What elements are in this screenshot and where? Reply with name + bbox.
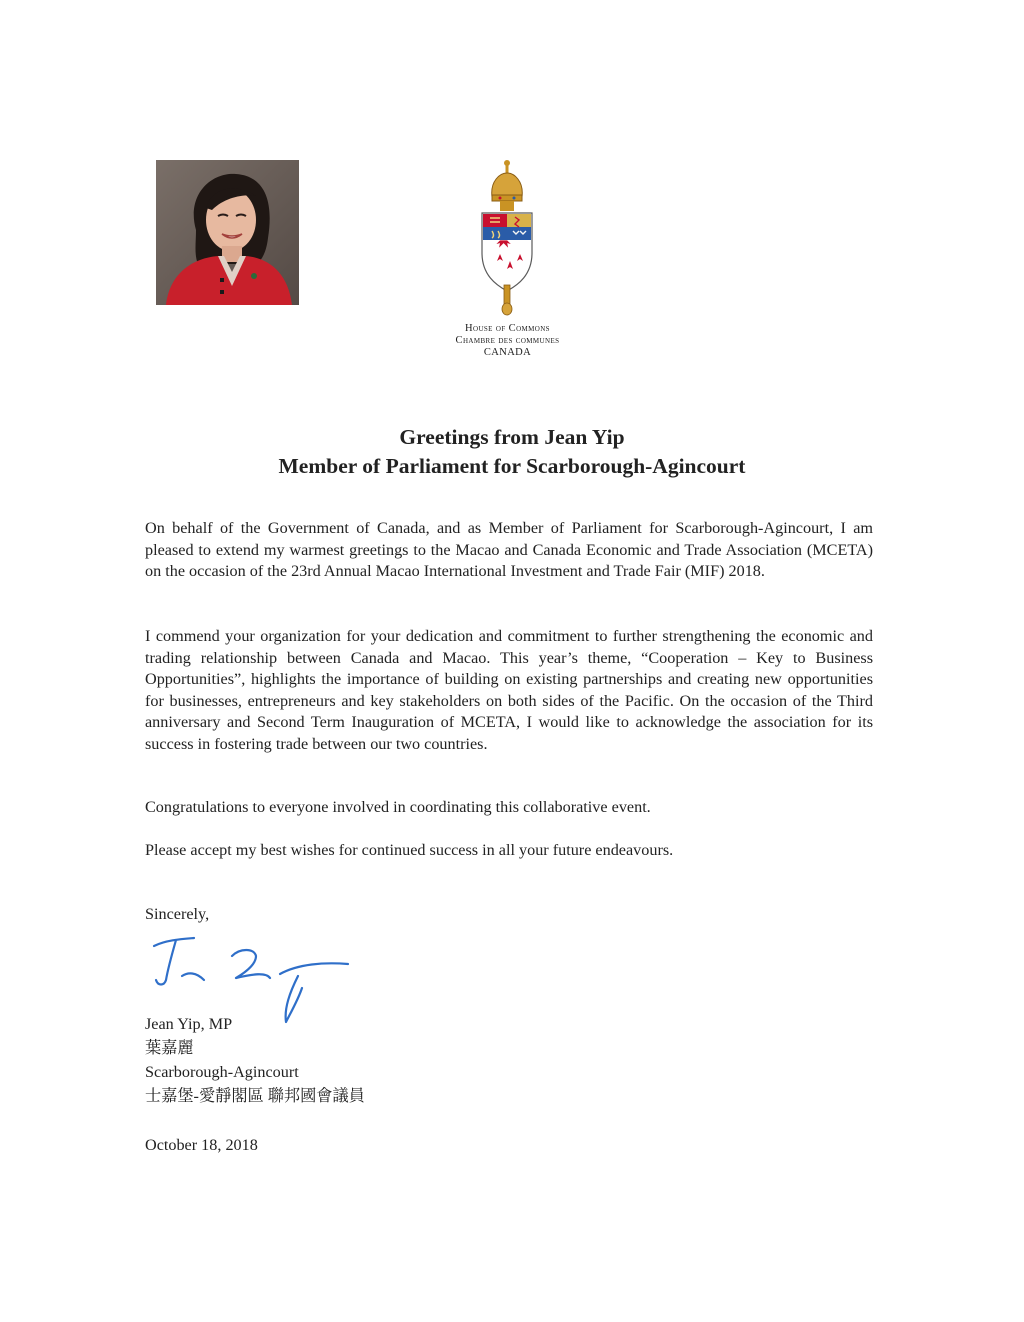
letter-date: October 18, 2018 (145, 1136, 258, 1154)
title-line-2: Member of Parliament for Scarborough-Agincourt (278, 454, 746, 478)
body-paragraph-2: I commend your organization for your dedication and commitment to further strengthening the economic and trading relationship between Canada and Macao. This year’s theme, “Cooperation – Key to Business Opportunities”, highlights the importance of building on existing partnerships and creating new opportunities for businesses, entrepreneurs and key stakeholders on both sides of the Pacific. On the occasion of the Third anniversary and Second Term Inauguration of MCETA, I would like to acknowledge the association for its success in fostering trade between our two countries. (145, 627, 873, 753)
body-paragraph-1: On behalf of the Government of Canada, and as Member of Parliament for Scarborough-Agincourt, I am pleased to extend my warmest greetings to the Macao and Canada Economic and Trade Association (MCETA) on the occasion of the 23rd Annual Macao International Investment and Trade Fair (MIF) 2018. (145, 519, 873, 580)
org-country: CANADA (483, 347, 532, 358)
body-paragraph-4: Please accept my best wishes for continued success in all your future endeavours. (145, 841, 674, 859)
org-name-french: Chambre des communes (455, 335, 560, 346)
body-paragraph-3: Congratulations to everyone involved in coordinating this collaborative event. (145, 798, 651, 816)
letter-title (0, 423, 1024, 481)
signatory-riding: Scarborough-Agincourt (145, 1063, 299, 1081)
org-name-english: House of Commons (465, 323, 550, 334)
letterhead-organization (410, 323, 605, 359)
closing-salutation: Sincerely, (145, 905, 210, 923)
title-line-1: Greetings from Jean Yip (399, 425, 625, 449)
signatory-title-chinese: 士嘉堡-愛靜閣區 聯邦國會議員 (145, 1087, 365, 1105)
signatory-name-chinese: 葉嘉麗 (145, 1039, 194, 1057)
signatory-name: Jean Yip, MP (145, 1015, 233, 1033)
portrait-photo (156, 160, 299, 305)
house-of-commons-crest-icon (470, 157, 544, 317)
